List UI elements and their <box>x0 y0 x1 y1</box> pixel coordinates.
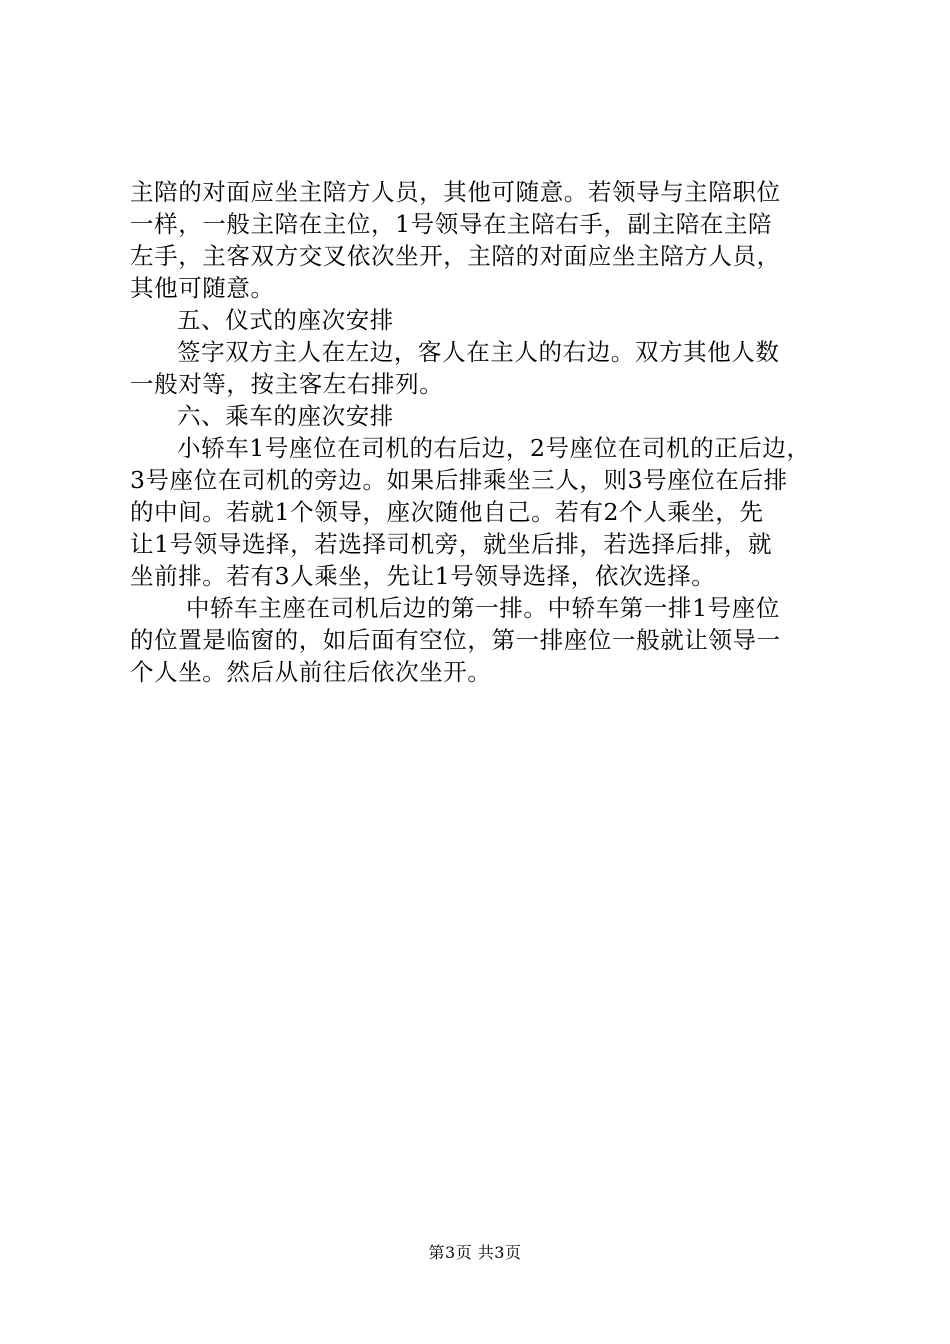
paragraph-line: 一般对等，按主客左右排列。 <box>130 370 444 398</box>
paragraph-line: 中轿车主座在司机后边的第一排。中轿车第一排1号座位 <box>186 594 780 622</box>
paragraph-line: 一样，一般主陪在主位，1号领导在主陪右手，副主陪在主陪 <box>130 210 773 238</box>
section-heading-ceremony: 五、仪式的座次安排 <box>177 306 394 334</box>
paragraph-line: 让1号领导选择，若选择司机旁，就坐后排，若选择后排，就 <box>130 530 773 558</box>
paragraph-line: 的中间。若就1个领导，座次随他自己。若有2个人乘坐，先 <box>130 498 764 526</box>
page-number-footer: 第3页 共3页 <box>428 1243 522 1262</box>
paragraph-line: 小轿车1号座位在司机的右后边，2号座位在司机的正后边， <box>177 434 811 462</box>
paragraph-line: 的位置是临窗的，如后面有空位，第一排座位一般就让领导一 <box>130 626 781 654</box>
paragraph-line: 左手，主客双方交叉依次坐开，主陪的对面应坐主陪方人员， <box>130 242 781 270</box>
document-body <box>130 176 835 688</box>
paragraph-line: 个人坐。然后从前往后依次坐开。 <box>130 658 492 686</box>
paragraph-line: 坐前排。若有3人乘坐，先让1号领导选择，依次选择。 <box>130 562 716 590</box>
paragraph-line: 3号座位在司机的旁边。如果后排乘坐三人，则3号座位在后排 <box>130 466 788 494</box>
paragraph-line: 其他可随意。 <box>130 274 275 302</box>
section-heading-vehicle: 六、乘车的座次安排 <box>177 402 394 430</box>
paragraph-line: 主陪的对面应坐主陪方人员，其他可随意。若领导与主陪职位 <box>130 178 781 206</box>
paragraph-line: 签字双方主人在左边，客人在主人的右边。双方其他人数 <box>177 338 780 366</box>
